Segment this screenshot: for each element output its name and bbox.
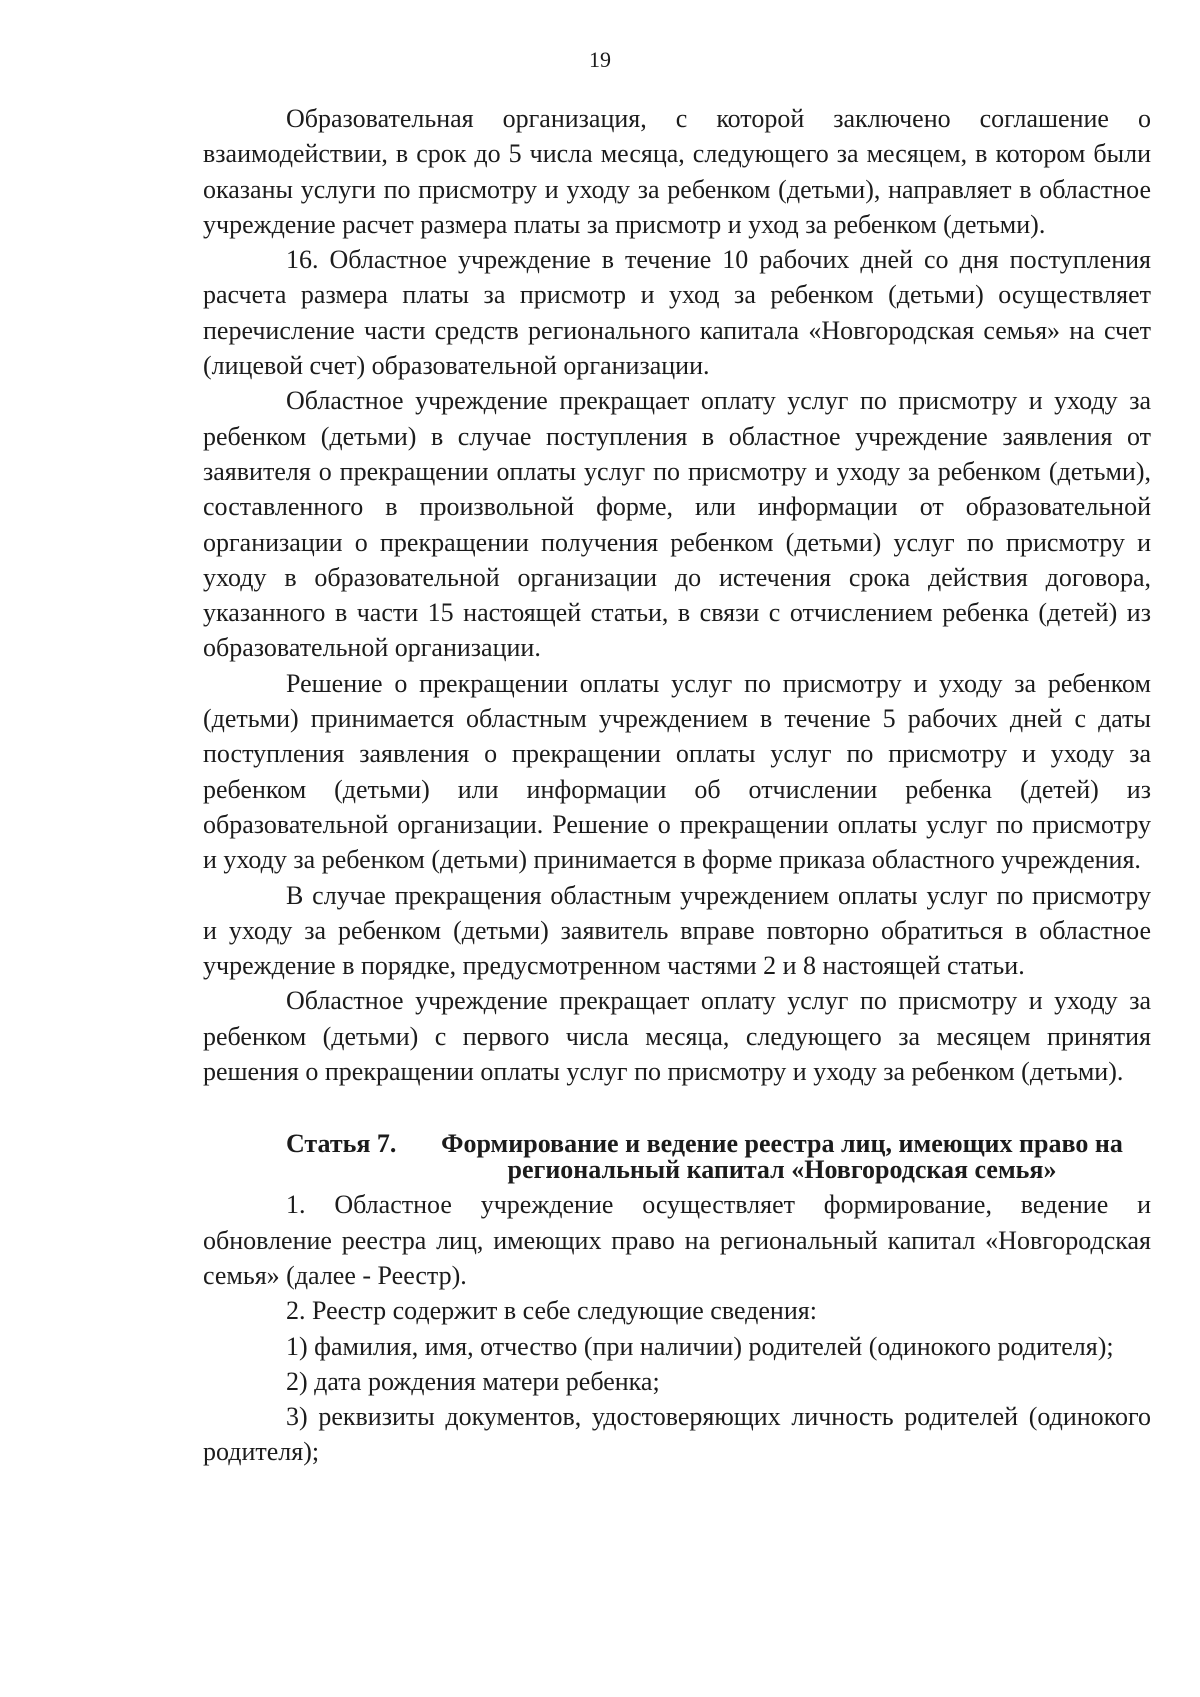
document-body — [203, 101, 1151, 1470]
paragraph: Областное учреждение прекращает оплату услуг по присмотру и уходу за ребенком (детьми) в случае поступления в областное учреждение заявления от заявителя о прекращении оплаты услуг по присмотру и уходу за ребенком (детьми), составленного в произвольной форме, или информации от образовательной организации о прекращении получения ребенком (детьми) услуг по присмотру и уходу в образовательной организации до истечения срока действия договора, указанного в части 15 настоящей статьи, в связи с отчислением ребенка (детей) из образовательной организации. — [203, 386, 1151, 663]
page-number: 19 — [589, 47, 611, 72]
list-item: 2) дата рождения матери ребенка; — [286, 1366, 660, 1396]
paragraph: 2. Реестр содержит в себе следующие сведения: — [286, 1296, 817, 1326]
paragraph: Решение о прекращении оплаты услуг по присмотру и уходу за ребенком (детьми) принимается областным учреждением в течение 5 рабочих дней с даты поступления заявления о прекращении оплаты услуг по присмотру и уходу за ребенком (детьми) или информации об отчислении ребенка (детей) из образовательной организации. Решение о прекращении оплаты услуг по присмотру и уходу за ребенком (детьми) принимается в форме приказа областного учреждения. — [203, 668, 1151, 875]
article-title: Формирование и ведение реестра лиц, имеющих право на региональный капитал «Новгородская семья» — [441, 1129, 1123, 1185]
article-heading — [203, 1131, 1151, 1183]
paragraph: 16. Областное учреждение в течение 10 рабочих дней со дня поступления расчета размера платы за присмотр и уход за ребенком (детьми) осуществляет перечисление части средств регионального капитала «Новгородская семья» на счет (лицевой счет) образовательной организации. — [203, 245, 1151, 381]
list-item: 1) фамилия, имя, отчество (при наличии) родителей (одинокого родителя); — [286, 1331, 1114, 1361]
paragraph: 1. Областное учреждение осуществляет формирование, ведение и обновление реестра лиц, имеющих право на региональный капитал «Новгородская семья» (далее - Реестр). — [203, 1190, 1151, 1290]
paragraph: Областное учреждение прекращает оплату услуг по присмотру и уходу за ребенком (детьми) с первого числа месяца, следующего за месяцем принятия решения о прекращении оплаты услуг по присмотру и уходу за ребенком (детьми). — [203, 986, 1151, 1087]
paragraph: Образовательная организация, с которой заключено соглашение о взаимодействии, в срок до 5 числа месяца, следующего за месяцем, в котором были оказаны услуги по присмотру и уходу за ребенком (детьми), направляет в областное учреждение расчет размера платы за присмотр и уход за ребенком (детьми). — [203, 104, 1151, 239]
article-number: Статья 7. — [286, 1129, 397, 1159]
list-item: 3) реквизиты документов, удостоверяющих личность родителей (одинокого родителя); — [203, 1402, 1151, 1467]
paragraph: В случае прекращения областным учреждением оплаты услуг по присмотру и уходу за ребенком (детьми) заявитель вправе повторно обратиться в областное учреждение в порядке, предусмотренном частями 2 и 8 настоящей статьи. — [203, 880, 1151, 981]
